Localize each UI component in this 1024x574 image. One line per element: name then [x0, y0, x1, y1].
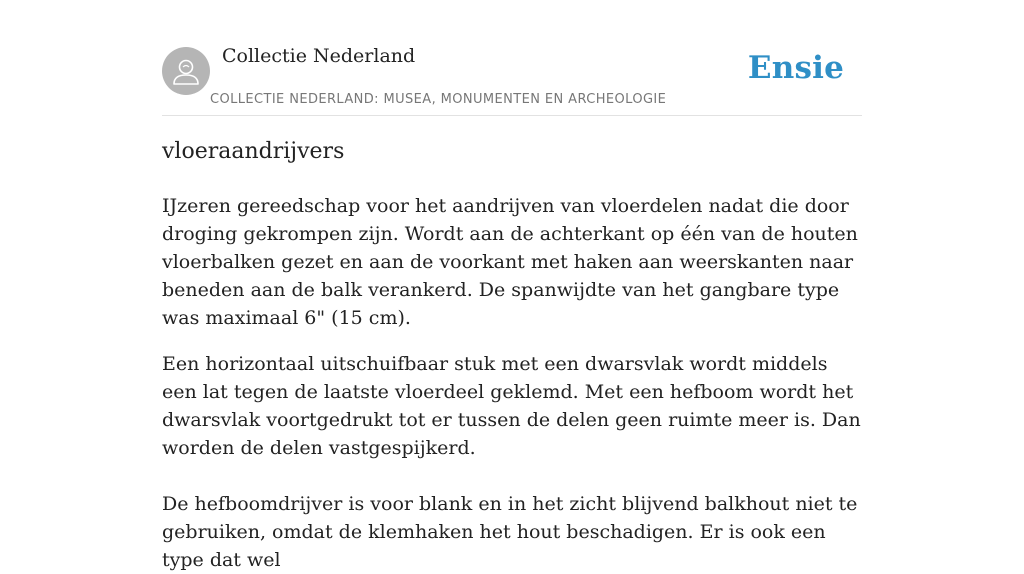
article-title: vloeraandrijvers [162, 139, 345, 164]
author-avatar[interactable] [162, 47, 210, 95]
author-name[interactable]: Collectie Nederland [222, 45, 416, 67]
article-paragraph: De hefboomdrijver is voor blank en in het zicht blijvend balkhout niet te gebruiken, omdat de klemhaken het hout beschadigen. Er is ook een type dat wel [162, 493, 858, 571]
ensie-logo[interactable]: Ensie [747, 50, 844, 86]
header-divider [162, 115, 862, 116]
user-avatar-icon [162, 47, 210, 95]
article-paragraph: Een horizontaal uitschuifbaar stuk met een dwarsvlak wordt middels een lat tegen de laatste vloerdeel geklemd. Met een hefboom wordt het dwarsvlak voortgedrukt tot er tussen de delen geen ruimte meer is. Dan worden de delen vastgespijkerd. [162, 353, 861, 459]
collection-name[interactable]: COLLECTIE NEDERLAND: MUSEA, MONUMENTEN EN ARCHEOLOGIE [210, 92, 667, 107]
article-body [162, 192, 862, 574]
article-paragraph: IJzeren gereedschap voor het aandrijven van vloerdelen nadat die door droging gekrompen zijn. Wordt aan de achterkant op één van de houten vloerbalken gezet en aan de voorkant met haken aan weerskanten naar beneden aan de balk verankerd. De spanwijdte van het gangbare type was maximaal 6" (15 cm). [162, 195, 858, 329]
